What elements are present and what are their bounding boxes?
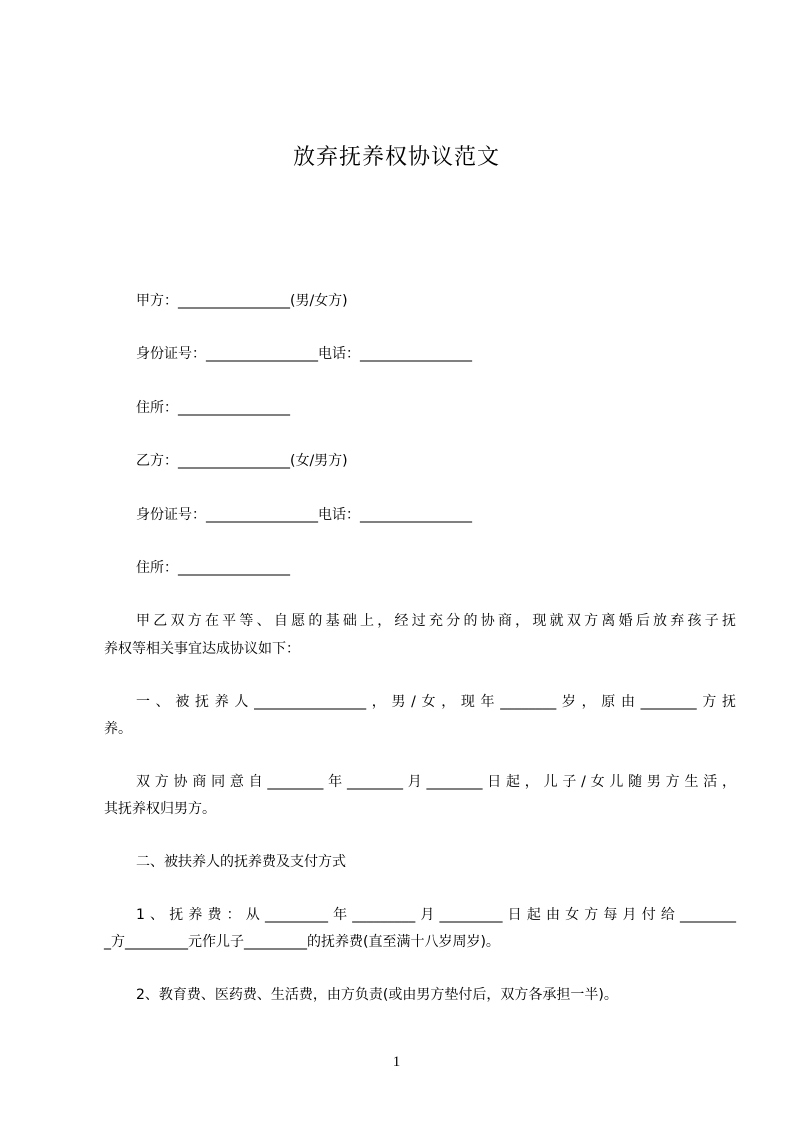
party-a-line: 甲方：________________(男/女方) bbox=[136, 293, 348, 309]
document-title: 放弃抚养权协议范文 bbox=[292, 145, 500, 170]
section-2-heading: 二、被扶养人的抚养费及支付方式 bbox=[136, 854, 346, 870]
section-1-line-2: 养。 bbox=[104, 721, 132, 737]
fee-line-2: _方_________元作儿子_________的抚养费(直至满十八岁周岁)。 bbox=[104, 934, 500, 950]
party-a-id-line: 身份证号：________________电话：________________ bbox=[136, 346, 472, 362]
section-1-line-1: 一、被抚养人________________，男/女，现年________岁，原由________方抚 bbox=[136, 694, 736, 710]
page-number: 1 bbox=[392, 1054, 401, 1070]
fee-line-1: 1、抚养费：从_________年_________月_________日起由女方每月付给________ bbox=[136, 907, 736, 923]
party-b-line: 乙方：________________(女/男方) bbox=[136, 453, 348, 469]
agreement-line-2: 其抚养权归男方。 bbox=[104, 801, 216, 817]
party-a-address-line: 住所：________________ bbox=[136, 400, 290, 416]
intro-paragraph-line-1: 甲乙双方在平等、自愿的基础上，经过充分的协商，现就双方离婚后放弃孩子抚 bbox=[136, 613, 736, 629]
party-b-id-line: 身份证号：________________电话：________________ bbox=[136, 507, 472, 523]
fee-line-3: 2、教育费、医药费、生活费，由方负责(或由男方垫付后，双方各承担一半)。 bbox=[136, 987, 618, 1003]
intro-paragraph-line-2: 养权等相关事宜达成协议如下： bbox=[104, 641, 300, 657]
party-b-address-line: 住所：________________ bbox=[136, 560, 290, 576]
agreement-line-1: 双方协商同意自________年________月________日起，儿子/女儿随男方生活， bbox=[136, 774, 736, 790]
